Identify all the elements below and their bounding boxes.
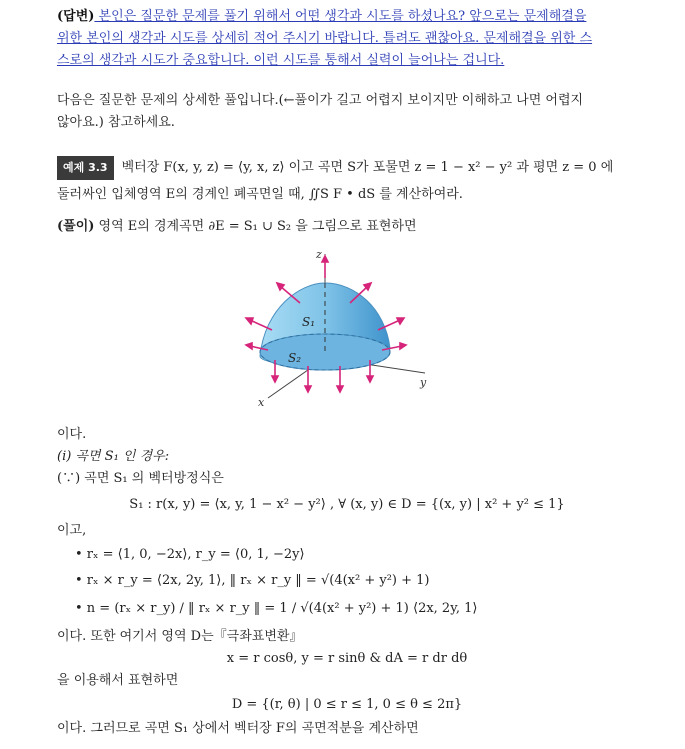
intro-block bbox=[57, 90, 637, 134]
intro-line-2: 않아요.) 참고하세요. bbox=[57, 115, 175, 130]
solution-tag: (풀이) bbox=[57, 219, 95, 234]
answer-block bbox=[57, 6, 637, 72]
answer-line-3: 스로의 생각과 시도가 중요합니다. 이런 시도를 통해서 실력이 늘어나는 겁니다. bbox=[57, 53, 505, 68]
example-text-1: 벡터장 F(x, y, z) = ⟨y, x, z⟩ 이고 곡면 S가 포물면 z = 1 − x² − y² 과 평면 z = 0 에 bbox=[121, 160, 614, 175]
s1-label: S₁ bbox=[302, 315, 316, 329]
domain-equation: D = {(r, θ) | 0 ≤ r ≤ 1, 0 ≤ θ ≤ 2π} bbox=[231, 697, 463, 712]
bullet-cross: • rₓ × r_y = ⟨2x, 2y, 1⟩, ‖ rₓ × r_y ‖ = √(4(x² + y²) + 1) bbox=[75, 573, 430, 588]
example-block bbox=[57, 156, 637, 206]
body-block bbox=[57, 424, 637, 740]
body-line-5: 이다. 또한 여기서 영역 D는『극좌표변환』 bbox=[57, 629, 303, 644]
y-label: y bbox=[420, 376, 427, 389]
bullet-normal: • n = (rₓ × r_y) / ‖ rₓ × r_y ‖ = 1 / √(4(x² + y²) + 1) ⟨2x, 2y, 1⟩ bbox=[75, 601, 478, 616]
body-line-3: (∵) 곡면 S₁ 의 벡터방정식은 bbox=[57, 471, 224, 486]
intro-line-1: 다음은 질문한 문제의 상세한 풀입니다.(←풀이가 길고 어렵지 보이지만 이해하고 나면 어렵지 bbox=[57, 93, 584, 108]
example-line-2: 둘러싸인 입체영역 E의 경계인 폐곡면일 때, ∬S F • dS 를 계산하여라. bbox=[57, 187, 463, 202]
s2-label: S₂ bbox=[288, 351, 302, 365]
solution-line bbox=[57, 216, 637, 238]
answer-line-2: 위한 본인의 생각과 시도를 상세히 적어 주시기 바랍니다. 틀려도 괜찮아요. 문제해결을 위한 스 bbox=[57, 31, 593, 46]
body-line-7: 이다. 그러므로 곡면 S₁ 상에서 벡터장 F의 곡면적분을 계산하면 bbox=[57, 721, 419, 736]
body-line-4: 이고, bbox=[57, 523, 87, 538]
example-badge: 예제 3.3 bbox=[57, 156, 114, 180]
z-label: z bbox=[316, 248, 322, 261]
paraboloid-figure bbox=[240, 248, 440, 413]
body-line-6: 을 이용해서 표현하면 bbox=[57, 673, 179, 688]
case-heading: (i) 곡면 S₁ 인 경우: bbox=[57, 449, 170, 464]
polar-equation: x = r cosθ, y = r sinθ & dA = r dr dθ bbox=[226, 651, 468, 666]
x-label: x bbox=[258, 396, 265, 409]
vector-equation: S₁ : r(x, y) = ⟨x, y, 1 − x² − y²⟩ , ∀ (x, y) ∈ D = {(x, y) | x² + y² ≤ 1} bbox=[129, 497, 565, 512]
example-line-1 bbox=[57, 156, 637, 180]
answer-text-1: 본인은 질문한 문제를 풀기 위해서 어떤 생각과 시도를 하셨나요? 앞으로는 문제해결을 bbox=[94, 9, 587, 24]
bullet-partials: • rₓ = ⟨1, 0, −2x⟩, r_y = ⟨0, 1, −2y⟩ bbox=[75, 547, 305, 562]
body-line-1: 이다. bbox=[57, 427, 87, 442]
answer-line-1 bbox=[57, 6, 637, 28]
solution-text: 영역 E의 경계곡면 ∂E = S₁ ∪ S₂ 을 그림으로 표현하면 bbox=[94, 219, 417, 234]
answer-tag: (답변) bbox=[57, 9, 95, 24]
